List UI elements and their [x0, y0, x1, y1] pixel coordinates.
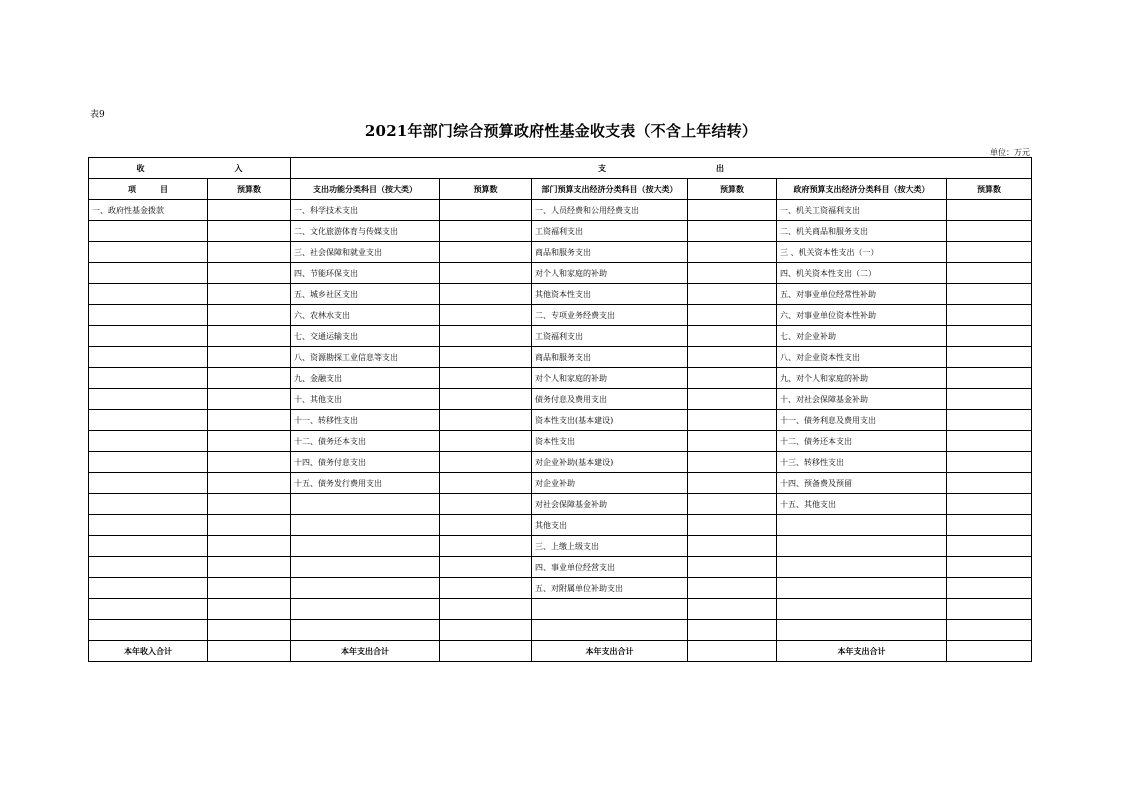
- gov-item-cell: 十、对社会保障基金补助: [777, 389, 947, 410]
- total-row: [89, 641, 1032, 662]
- income-item-cell: [89, 473, 208, 494]
- dept-item-cell: 其他资本性支出: [532, 284, 688, 305]
- gov-item-cell: 二、机关商品和服务支出: [777, 221, 947, 242]
- dept-budget-cell: [688, 494, 777, 515]
- income-budget-cell: [208, 368, 291, 389]
- gov-budget-cell: [947, 263, 1032, 284]
- income-budget-cell: [208, 620, 291, 641]
- func-item-cell: [291, 536, 440, 557]
- dept-budget-cell: [688, 305, 777, 326]
- gov-budget-cell: [947, 410, 1032, 431]
- income-budget-cell: [208, 494, 291, 515]
- dept-item-cell: 商品和服务支出: [532, 242, 688, 263]
- dept-item-cell: 工资福利支出: [532, 221, 688, 242]
- gov-item-cell: 十四、预备费及预留: [777, 473, 947, 494]
- func-item-cell: [291, 578, 440, 599]
- gov-budget-cell: [947, 326, 1032, 347]
- income-total-label: 本年收入合计: [89, 641, 208, 662]
- dept-item-cell: [532, 620, 688, 641]
- gov-item-cell: 十五、其他支出: [777, 494, 947, 515]
- gov-budget-cell: [947, 599, 1032, 620]
- section-header-row: [89, 158, 1032, 179]
- gov-budget-cell: [947, 578, 1032, 599]
- table-row: [89, 347, 1032, 368]
- income-budget-cell: [208, 389, 291, 410]
- income-budget-cell: [208, 515, 291, 536]
- dept-budget-cell: [688, 515, 777, 536]
- gov-budget-cell: [947, 431, 1032, 452]
- income-budget-cell: [208, 410, 291, 431]
- gov-budget-cell: [947, 473, 1032, 494]
- table-row: [89, 263, 1032, 284]
- income-item-cell: [89, 536, 208, 557]
- dept-budget-cell: [688, 578, 777, 599]
- income-budget-cell: [208, 347, 291, 368]
- gov-item-cell: 八、对企业资本性支出: [777, 347, 947, 368]
- income-item-cell: [89, 242, 208, 263]
- income-header-a: 收: [136, 162, 145, 173]
- table-row: [89, 536, 1032, 557]
- func-budget-cell: [440, 431, 532, 452]
- func-budget-cell: [440, 515, 532, 536]
- income-item-cell: [89, 221, 208, 242]
- gov-item-cell: [777, 578, 947, 599]
- func-budget-cell: [440, 557, 532, 578]
- income-item-cell: [89, 368, 208, 389]
- income-budget-cell: [208, 200, 291, 221]
- func-budget-cell: [440, 242, 532, 263]
- gov-item-cell: [777, 557, 947, 578]
- gov-item-cell: 九、对个人和家庭的补助: [777, 368, 947, 389]
- func-item-cell: 十四、债务付息支出: [291, 452, 440, 473]
- dept-item-cell: 对社会保障基金补助: [532, 494, 688, 515]
- column-header-row: [89, 179, 1032, 200]
- income-budget-cell: [208, 326, 291, 347]
- table-number: 表9: [90, 110, 105, 120]
- dept-item-cell: 三、上缴上级支出: [532, 536, 688, 557]
- table-row: [89, 599, 1032, 620]
- income-item-cell: [89, 452, 208, 473]
- func-total-label: 本年支出合计: [291, 641, 440, 662]
- func-budget-cell: [440, 326, 532, 347]
- func-item-cell: 七、交通运输支出: [291, 326, 440, 347]
- income-item-cell: [89, 557, 208, 578]
- func-budget-cell: [440, 599, 532, 620]
- income-item-cell: [89, 347, 208, 368]
- dept-budget-cell: [688, 620, 777, 641]
- dept-item-cell: 对企业补助: [532, 473, 688, 494]
- dept-total-label: 本年支出合计: [532, 641, 688, 662]
- gov-budget-cell: [947, 305, 1032, 326]
- unit-label: 单位：万元: [990, 148, 1030, 157]
- dept-budget-cell: [688, 347, 777, 368]
- gov-item-cell: [777, 620, 947, 641]
- income-item-cell: [89, 410, 208, 431]
- col-dept-econ-header: 部门预算支出经济分类科目（按大类）: [532, 179, 688, 200]
- table-row: [89, 620, 1032, 641]
- func-budget-cell: [440, 494, 532, 515]
- table-row: [89, 305, 1032, 326]
- dept-budget-cell: [688, 410, 777, 431]
- dept-budget-cell: [688, 242, 777, 263]
- table-row: [89, 473, 1032, 494]
- dept-budget-cell: [688, 389, 777, 410]
- func-item-cell: 五、城乡社区支出: [291, 284, 440, 305]
- func-total-value: [440, 641, 532, 662]
- func-item-cell: 十五、债务发行费用支出: [291, 473, 440, 494]
- income-budget-cell: [208, 305, 291, 326]
- dept-budget-cell: [688, 557, 777, 578]
- table-row: [89, 494, 1032, 515]
- func-item-cell: 八、资源勘探工业信息等支出: [291, 347, 440, 368]
- func-budget-cell: [440, 305, 532, 326]
- func-item-cell: 十一、转移性支出: [291, 410, 440, 431]
- gov-item-cell: 六、对事业单位资本性补助: [777, 305, 947, 326]
- gov-budget-cell: [947, 389, 1032, 410]
- dept-item-cell: 对企业补助(基本建设): [532, 452, 688, 473]
- table-row: [89, 368, 1032, 389]
- func-item-cell: 四、节能环保支出: [291, 263, 440, 284]
- func-budget-cell: [440, 473, 532, 494]
- table-row: [89, 578, 1032, 599]
- gov-budget-cell: [947, 368, 1032, 389]
- func-budget-cell: [440, 368, 532, 389]
- func-item-cell: 六、农林水支出: [291, 305, 440, 326]
- gov-budget-cell: [947, 347, 1032, 368]
- gov-item-cell: 四、机关资本性支出（二）: [777, 263, 947, 284]
- table-row: [89, 557, 1032, 578]
- func-item-cell: [291, 620, 440, 641]
- income-item-cell: [89, 389, 208, 410]
- table-row: [89, 242, 1032, 263]
- budget-table: [88, 157, 1032, 662]
- dept-total-value: [688, 641, 777, 662]
- dept-budget-cell: [688, 284, 777, 305]
- income-section-header: [89, 158, 291, 179]
- gov-item-cell: 三 、机关资本性支出（一）: [777, 242, 947, 263]
- dept-item-cell: 对个人和家庭的补助: [532, 263, 688, 284]
- table-row: [89, 515, 1032, 536]
- func-item-cell: 十二、债务还本支出: [291, 431, 440, 452]
- expense-section-header: [291, 158, 1032, 179]
- income-item-cell: [89, 431, 208, 452]
- dept-item-cell: 对个人和家庭的补助: [532, 368, 688, 389]
- func-budget-cell: [440, 347, 532, 368]
- func-item-cell: 十、其他支出: [291, 389, 440, 410]
- col-budget-header-1: 预算数: [208, 179, 291, 200]
- gov-item-cell: [777, 536, 947, 557]
- table-row: [89, 431, 1032, 452]
- table-row: [89, 200, 1032, 221]
- dept-item-cell: [532, 599, 688, 620]
- func-item-cell: [291, 494, 440, 515]
- gov-total-value: [947, 641, 1032, 662]
- income-item-cell: [89, 599, 208, 620]
- gov-budget-cell: [947, 284, 1032, 305]
- col-item-a: 项: [128, 183, 136, 194]
- col-item-header: [89, 179, 208, 200]
- func-budget-cell: [440, 452, 532, 473]
- income-budget-cell: [208, 263, 291, 284]
- income-item-cell: [89, 326, 208, 347]
- gov-total-label: 本年支出合计: [777, 641, 947, 662]
- dept-budget-cell: [688, 536, 777, 557]
- gov-budget-cell: [947, 620, 1032, 641]
- dept-item-cell: 其他支出: [532, 515, 688, 536]
- col-budget-header-4: 预算数: [947, 179, 1032, 200]
- gov-item-cell: 七、对企业补助: [777, 326, 947, 347]
- table-row: [89, 221, 1032, 242]
- dept-budget-cell: [688, 599, 777, 620]
- func-budget-cell: [440, 536, 532, 557]
- func-item-cell: 二、文化旅游体育与传媒支出: [291, 221, 440, 242]
- dept-item-cell: 四、事业单位经营支出: [532, 557, 688, 578]
- dept-item-cell: 一、人员经费和公用经费支出: [532, 200, 688, 221]
- gov-budget-cell: [947, 557, 1032, 578]
- page-title: 2021年部门综合预算政府性基金收支表（不含上年结转）: [364, 122, 758, 140]
- col-gov-econ-header: 政府预算支出经济分类科目（按大类）: [777, 179, 947, 200]
- col-func-header: 支出功能分类科目（按大类）: [291, 179, 440, 200]
- gov-budget-cell: [947, 452, 1032, 473]
- income-item-cell: [89, 263, 208, 284]
- dept-item-cell: 资本性支出: [532, 431, 688, 452]
- dept-item-cell: 资本性支出(基本建设): [532, 410, 688, 431]
- dept-budget-cell: [688, 221, 777, 242]
- func-budget-cell: [440, 389, 532, 410]
- income-budget-cell: [208, 452, 291, 473]
- income-budget-cell: [208, 221, 291, 242]
- gov-item-cell: 十二、债务还本支出: [777, 431, 947, 452]
- dept-item-cell: 债务付息及费用支出: [532, 389, 688, 410]
- gov-item-cell: 十一、债务利息及费用支出: [777, 410, 947, 431]
- gov-budget-cell: [947, 221, 1032, 242]
- func-item-cell: 一、科学技术支出: [291, 200, 440, 221]
- table-row: [89, 410, 1032, 431]
- income-budget-cell: [208, 473, 291, 494]
- income-budget-cell: [208, 599, 291, 620]
- gov-budget-cell: [947, 515, 1032, 536]
- table-row: [89, 389, 1032, 410]
- income-total-value: [208, 641, 291, 662]
- col-budget-header-3: 预算数: [688, 179, 777, 200]
- income-header-b: 入: [234, 162, 243, 173]
- dept-budget-cell: [688, 368, 777, 389]
- income-budget-cell: [208, 578, 291, 599]
- expense-header-b: 出: [716, 162, 725, 173]
- income-budget-cell: [208, 557, 291, 578]
- func-item-cell: 九、金融支出: [291, 368, 440, 389]
- col-item-b: 目: [160, 183, 168, 194]
- gov-budget-cell: [947, 200, 1032, 221]
- func-item-cell: 三、社会保障和就业支出: [291, 242, 440, 263]
- dept-budget-cell: [688, 326, 777, 347]
- dept-budget-cell: [688, 473, 777, 494]
- income-item-cell: [89, 494, 208, 515]
- dept-budget-cell: [688, 431, 777, 452]
- func-budget-cell: [440, 620, 532, 641]
- table-row: [89, 452, 1032, 473]
- income-budget-cell: [208, 284, 291, 305]
- col-budget-header-2: 预算数: [440, 179, 532, 200]
- func-budget-cell: [440, 221, 532, 242]
- func-budget-cell: [440, 200, 532, 221]
- gov-budget-cell: [947, 494, 1032, 515]
- dept-budget-cell: [688, 200, 777, 221]
- expense-header-a: 支: [598, 162, 607, 173]
- gov-item-cell: [777, 599, 947, 620]
- gov-budget-cell: [947, 536, 1032, 557]
- table-row: [89, 326, 1032, 347]
- income-item-cell: [89, 305, 208, 326]
- dept-item-cell: 商品和服务支出: [532, 347, 688, 368]
- dept-item-cell: 二、专项业务经费支出: [532, 305, 688, 326]
- income-budget-cell: [208, 242, 291, 263]
- dept-item-cell: 工资福利支出: [532, 326, 688, 347]
- dept-item-cell: 五、对附属单位补助支出: [532, 578, 688, 599]
- table-row: [89, 284, 1032, 305]
- func-item-cell: [291, 515, 440, 536]
- func-budget-cell: [440, 410, 532, 431]
- dept-budget-cell: [688, 263, 777, 284]
- gov-item-cell: 五、对事业单位经常性补助: [777, 284, 947, 305]
- func-budget-cell: [440, 284, 532, 305]
- func-item-cell: [291, 599, 440, 620]
- income-item-cell: [89, 620, 208, 641]
- income-budget-cell: [208, 536, 291, 557]
- income-item-cell: [89, 578, 208, 599]
- func-budget-cell: [440, 578, 532, 599]
- income-item-cell: [89, 515, 208, 536]
- income-item-cell: [89, 284, 208, 305]
- income-item-cell: 一、政府性基金拨款: [89, 200, 208, 221]
- gov-budget-cell: [947, 242, 1032, 263]
- gov-item-cell: [777, 515, 947, 536]
- gov-item-cell: 一、机关工资福利支出: [777, 200, 947, 221]
- func-item-cell: [291, 557, 440, 578]
- income-budget-cell: [208, 431, 291, 452]
- dept-budget-cell: [688, 452, 777, 473]
- gov-item-cell: 十三、转移性支出: [777, 452, 947, 473]
- func-budget-cell: [440, 263, 532, 284]
